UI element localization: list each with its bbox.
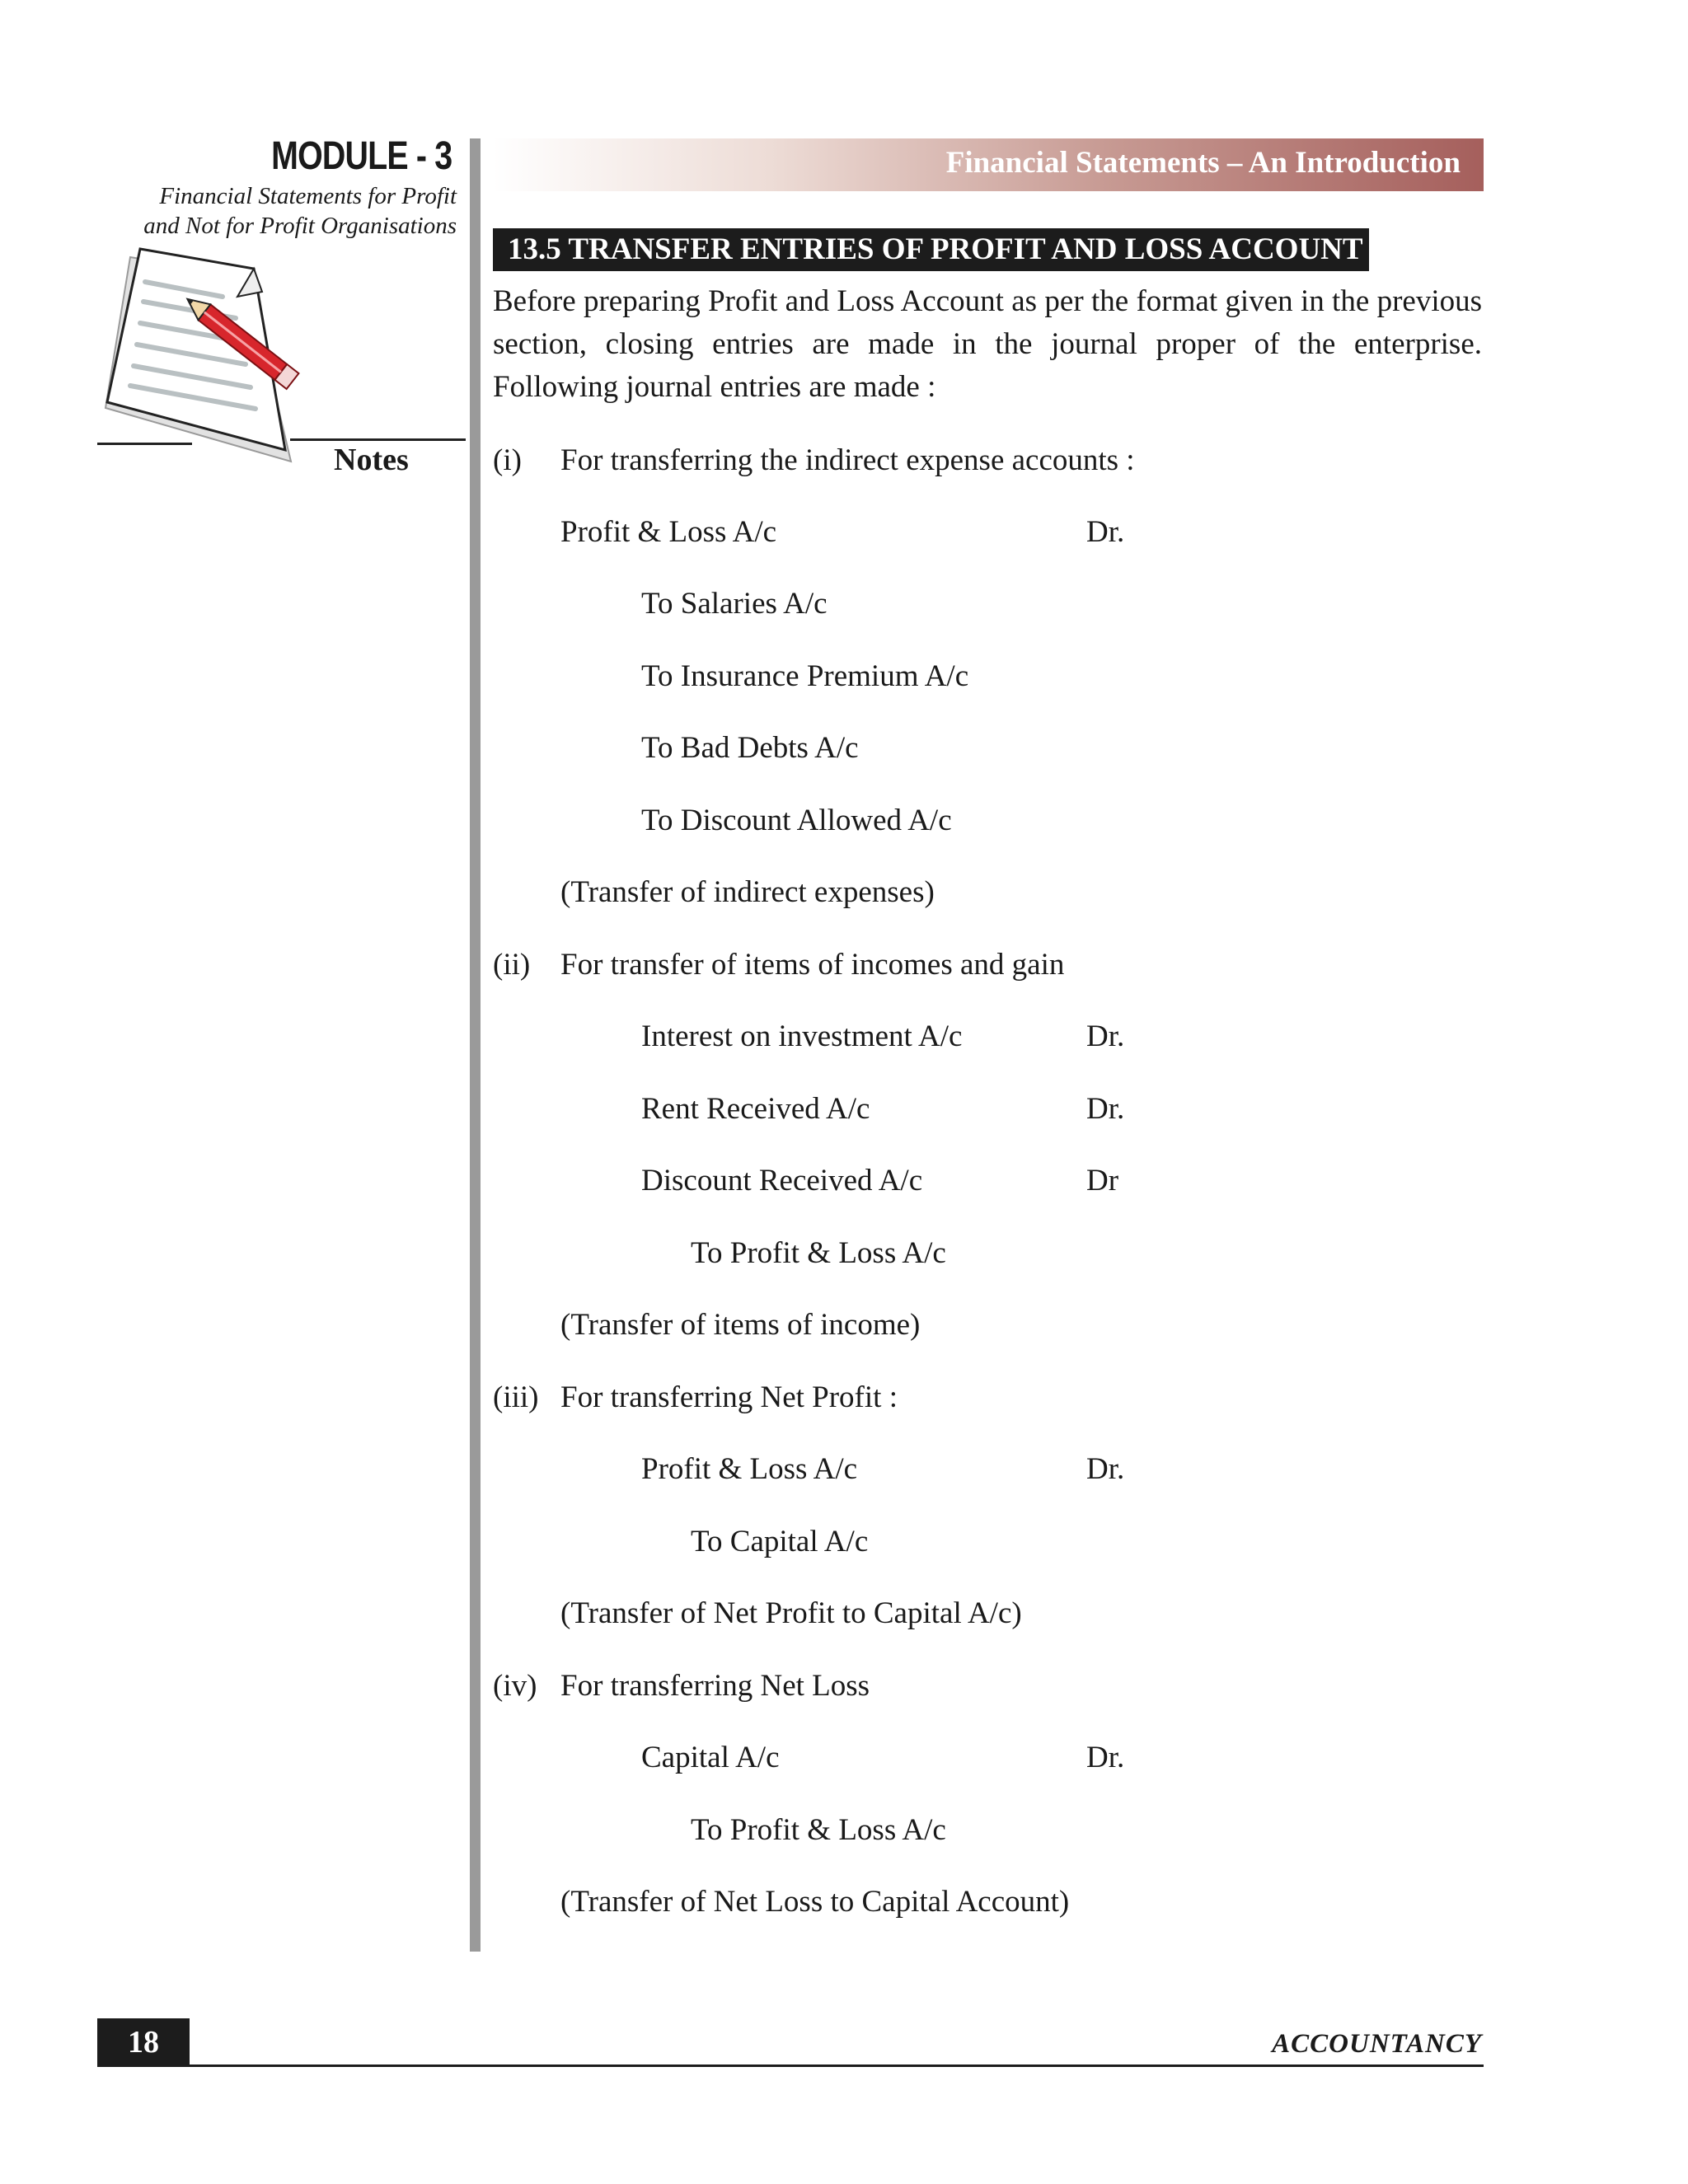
- journal-credit-account: To Profit & Loss A/c: [691, 1813, 946, 1847]
- chapter-header-band: [493, 138, 1484, 191]
- journal-narration: (Transfer of Net Loss to Capital Account): [560, 1885, 1070, 1919]
- journal-debit-account: Profit & Loss A/c: [641, 1452, 858, 1486]
- journal-debit-account: Discount Received A/c: [641, 1164, 923, 1197]
- journal-debit-account: Rent Received A/c: [641, 1092, 870, 1126]
- section-heading: 13.5 TRANSFER ENTRIES OF PROFIT AND LOSS ACCOUNT: [493, 228, 1369, 271]
- module-subtitle-line: and Not for Profit Organisations: [143, 213, 457, 239]
- footer-subject: ACCOUNTANCY: [1272, 2029, 1482, 2059]
- journal-credit-account: To Capital A/c: [691, 1525, 869, 1558]
- intro-paragraph: Before preparing Profit and Loss Account as per the format given in the previous section, closing entries are made in the journal proper of the enterprise. Following journal entries are made :: [493, 284, 1482, 404]
- debit-marker: Dr.: [1086, 1741, 1125, 1774]
- footer-rule: [97, 2064, 1484, 2067]
- page-number: 18: [97, 2018, 190, 2066]
- journal-narration: (Transfer of Net Profit to Capital A/c): [560, 1596, 1022, 1630]
- debit-marker: Dr.: [1086, 1452, 1125, 1486]
- module-title: MODULE - 3: [270, 134, 452, 178]
- notes-divider: [290, 438, 466, 441]
- entry-number: (iv): [493, 1669, 537, 1703]
- journal-debit-account: Capital A/c: [641, 1741, 780, 1774]
- entry-heading: For transferring the indirect expense accounts :: [560, 443, 1135, 477]
- journal-credit-account: To Discount Allowed A/c: [641, 804, 952, 837]
- module-subtitle: [143, 181, 457, 241]
- journal-credit-account: To Profit & Loss A/c: [691, 1236, 946, 1270]
- debit-marker: Dr.: [1086, 1019, 1125, 1053]
- entry-number: (i): [493, 443, 522, 477]
- notes-label: Notes: [334, 443, 409, 477]
- entry-number: (iii): [493, 1380, 539, 1414]
- journal-debit-account: Interest on investment A/c: [641, 1019, 963, 1053]
- journal-narration: (Transfer of items of income): [560, 1308, 921, 1342]
- journal-credit-account: To Salaries A/c: [641, 587, 828, 621]
- margin-divider-bar: [470, 138, 481, 1952]
- journal-narration: (Transfer of indirect expenses): [560, 875, 935, 909]
- entry-heading: For transferring Net Profit :: [560, 1380, 898, 1414]
- debit-marker: Dr.: [1086, 515, 1125, 549]
- debit-marker: Dr.: [1086, 1092, 1125, 1126]
- entry-heading: For transferring Net Loss: [560, 1669, 870, 1703]
- journal-debit-account: Profit & Loss A/c: [560, 515, 777, 549]
- notes-divider: [97, 443, 192, 445]
- module-subtitle-line: Financial Statements for Profit: [159, 183, 457, 209]
- journal-credit-account: To Bad Debts A/c: [641, 731, 859, 765]
- debit-marker: Dr: [1086, 1164, 1119, 1197]
- entry-heading: For transfer of items of incomes and gain: [560, 948, 1065, 982]
- entry-number: (ii): [493, 948, 531, 982]
- chapter-title: Financial Statements – An Introduction: [945, 146, 1461, 180]
- journal-credit-account: To Insurance Premium A/c: [641, 659, 969, 693]
